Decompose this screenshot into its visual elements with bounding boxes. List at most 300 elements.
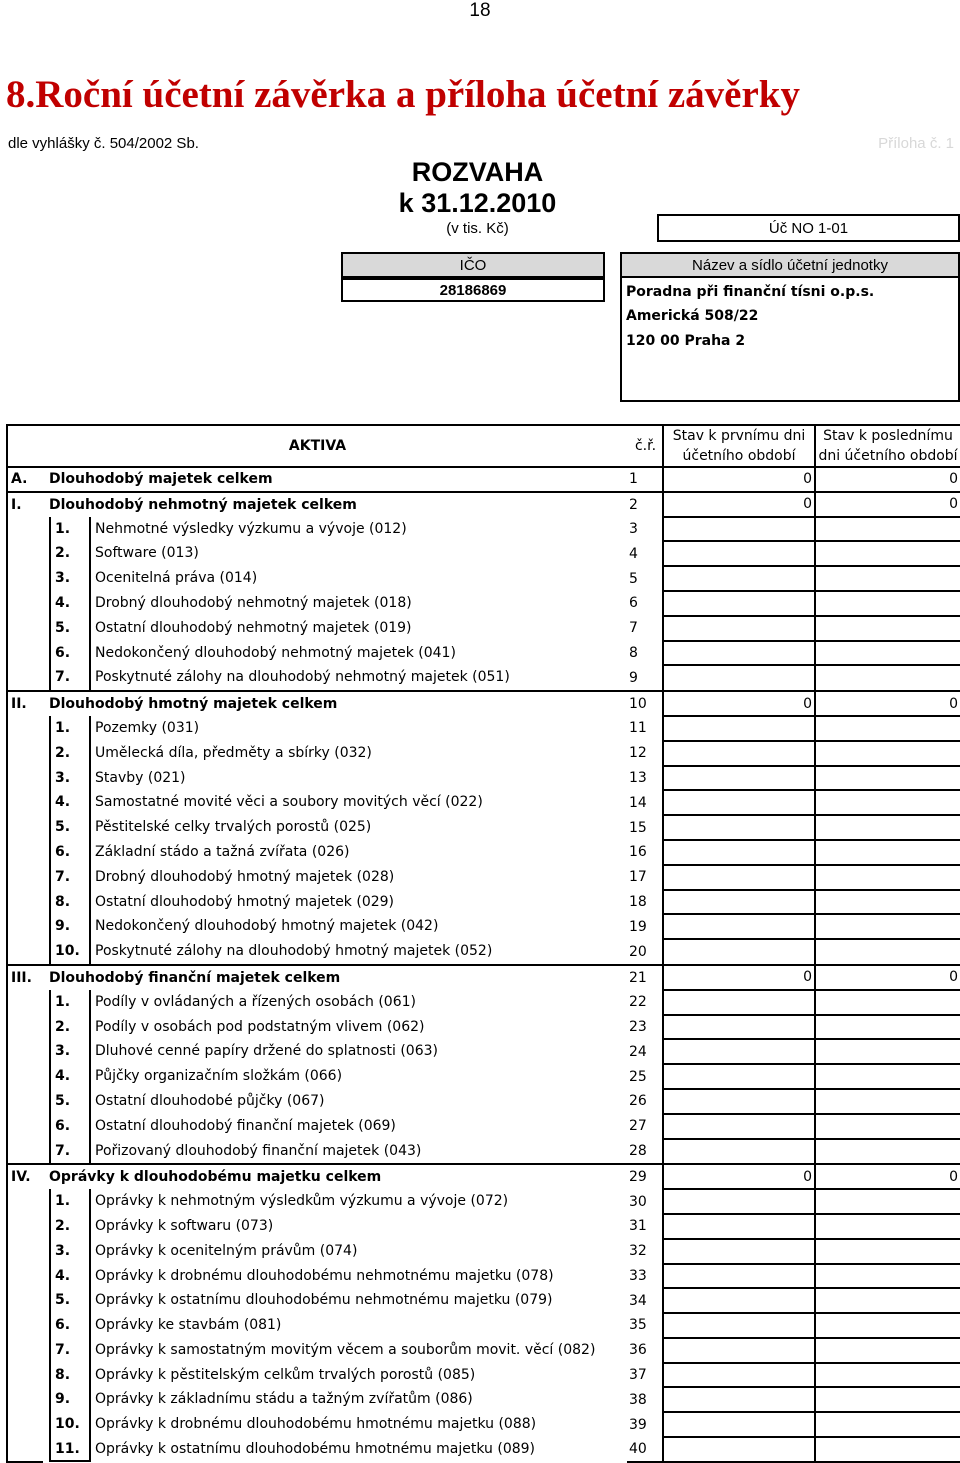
table-row xyxy=(7,1288,960,1313)
row-first-value xyxy=(663,1015,815,1040)
table-header-row xyxy=(7,425,960,467)
row-number: 22 xyxy=(629,994,647,1011)
row-label xyxy=(43,815,627,840)
row-last-value xyxy=(815,1189,960,1214)
row-mark xyxy=(7,990,43,1015)
ico-label: IČO xyxy=(341,252,605,278)
row-label-text: Software (013) xyxy=(95,545,199,562)
row-label-text: Základní stádo a tažná zvířata (026) xyxy=(95,843,350,860)
table-row xyxy=(7,1214,960,1239)
row-mark-text: 5. xyxy=(49,1288,91,1313)
row-last-value xyxy=(815,591,960,616)
row-label xyxy=(43,990,627,1015)
row-first-value xyxy=(663,1363,815,1388)
row-mark-text: 5. xyxy=(49,616,91,641)
row-first-value xyxy=(663,1288,815,1313)
row-last-value xyxy=(815,517,960,542)
entity-header: Název a sídlo účetní jednotky xyxy=(620,252,960,278)
row-mark-text: 5. xyxy=(49,1089,91,1114)
row-first-value xyxy=(663,939,815,965)
row-label-wrap xyxy=(49,1338,627,1363)
page-number: 18 xyxy=(469,0,491,21)
row-label-text: Nedokončený dlouhodobý hmotný majetek (042) xyxy=(95,918,439,935)
row-last-value xyxy=(815,1313,960,1338)
row-last-value xyxy=(815,641,960,666)
row-label xyxy=(43,616,627,641)
row-label-wrap xyxy=(49,1089,627,1114)
table-row xyxy=(7,691,960,716)
table-row xyxy=(7,1189,960,1214)
row-mark-text: 7. xyxy=(49,1338,91,1363)
row-label-text: Oprávky k pěstitelským celkům trvalých porostů (085) xyxy=(95,1366,476,1383)
table-row xyxy=(7,741,960,766)
row-label xyxy=(43,1114,627,1139)
row-last-value xyxy=(815,616,960,641)
row-label-wrap xyxy=(49,1288,627,1313)
row-mark xyxy=(7,1089,43,1114)
row-mark-text: 2. xyxy=(49,1015,91,1040)
row-label xyxy=(43,1313,627,1338)
row-last-value: 0 xyxy=(815,467,960,492)
row-number: 33 xyxy=(629,1267,647,1284)
row-label-text: Drobný dlouhodobý hmotný majetek (028) xyxy=(95,868,395,885)
row-number: 16 xyxy=(629,844,647,861)
row-mark-text: 10. xyxy=(49,939,91,964)
row-label-wrap xyxy=(49,1015,627,1040)
row-label-text: Oprávky ke stavbám (081) xyxy=(95,1317,282,1334)
row-label-wrap xyxy=(49,939,627,964)
row-first-value xyxy=(663,741,815,766)
row-first-value xyxy=(663,1114,815,1139)
row-mark-text: 10. xyxy=(49,1412,91,1437)
ico-value: 28186869 xyxy=(341,278,605,302)
table-row xyxy=(7,616,960,641)
row-label-text: Půjčky organizačním složkám (066) xyxy=(95,1068,343,1085)
table-row xyxy=(7,1114,960,1139)
row-number: 40 xyxy=(627,1437,663,1462)
row-label-wrap xyxy=(49,890,627,915)
row-number: 4 xyxy=(629,545,638,562)
row-label xyxy=(43,1139,627,1165)
row-first-value: 0 xyxy=(663,1164,815,1189)
row-first-value xyxy=(663,665,815,691)
row-first-value xyxy=(663,1064,815,1089)
row-label xyxy=(43,1437,627,1462)
row-label-wrap xyxy=(49,766,627,791)
row-number: 28 xyxy=(629,1142,647,1159)
row-label-wrap xyxy=(49,790,627,815)
table-row xyxy=(7,541,960,566)
row-last-value xyxy=(815,541,960,566)
row-first-value xyxy=(663,541,815,566)
row-label-text: Pořizovaný dlouhodobý finanční majetek (043) xyxy=(95,1142,422,1159)
row-mark xyxy=(7,1064,43,1089)
row-last-value xyxy=(815,815,960,840)
table-row xyxy=(7,914,960,939)
row-label-text: Oprávky k softwaru (073) xyxy=(95,1217,274,1234)
row-label-text: Oprávky k nehmotným výsledkům výzkumu a vývoje (072) xyxy=(95,1193,509,1210)
row-last-value xyxy=(815,914,960,939)
row-number: 38 xyxy=(629,1391,647,1408)
row-mark-text: 4. xyxy=(49,790,91,815)
row-number: 26 xyxy=(629,1093,647,1110)
row-label xyxy=(43,1064,627,1089)
row-label xyxy=(43,1039,627,1064)
table-row xyxy=(7,840,960,865)
row-label-wrap xyxy=(49,541,627,566)
row-last-value xyxy=(815,1064,960,1089)
row-label xyxy=(43,790,627,815)
table-row xyxy=(7,1089,960,1114)
row-number: 19 xyxy=(629,918,647,935)
row-number: 1 xyxy=(627,467,663,492)
row-number: 7 xyxy=(629,620,638,637)
row-mark-text: 3. xyxy=(49,766,91,791)
row-label-text: Ostatní dlouhodobé půjčky (067) xyxy=(95,1092,325,1109)
row-mark-text: 1. xyxy=(49,990,91,1015)
row-number: 39 xyxy=(629,1416,647,1433)
row-label-wrap xyxy=(49,914,627,939)
page-heading: 8.Roční účetní závěrka a příloha účetní závěrky xyxy=(6,73,800,116)
row-mark-text: 9. xyxy=(49,1387,91,1412)
row-mark xyxy=(7,840,43,865)
row-mark: II. xyxy=(7,691,43,716)
table-row xyxy=(7,1437,960,1462)
row-mark: A. xyxy=(7,467,43,492)
row-label-text: Oprávky k drobnému dlouhodobému hmotnému majetku (088) xyxy=(95,1416,537,1433)
table-row xyxy=(7,790,960,815)
row-first-value xyxy=(663,790,815,815)
row-number: 18 xyxy=(629,893,647,910)
row-last-value xyxy=(815,890,960,915)
row-label-wrap xyxy=(49,840,627,865)
statement-unit: (v tis. Kč) xyxy=(446,220,509,237)
row-mark-text: 6. xyxy=(49,1313,91,1338)
row-number: 29 xyxy=(627,1164,663,1189)
row-first-value: 0 xyxy=(663,965,815,990)
table-row xyxy=(7,1338,960,1363)
table-row xyxy=(7,1039,960,1064)
row-mark xyxy=(7,815,43,840)
row-number: 3 xyxy=(629,520,638,537)
row-label-wrap xyxy=(49,741,627,766)
row-label-text: Drobný dlouhodobý nehmotný majetek (018) xyxy=(95,594,412,611)
row-label-wrap xyxy=(49,1437,627,1462)
row-label xyxy=(43,517,627,542)
row-last-value xyxy=(815,1288,960,1313)
row-last-value xyxy=(815,840,960,865)
row-label xyxy=(43,741,627,766)
table-row xyxy=(7,890,960,915)
table-row xyxy=(7,1064,960,1089)
row-mark xyxy=(7,865,43,890)
row-label-text: Poskytnuté zálohy na dlouhodobý hmotný majetek (052) xyxy=(95,943,493,960)
row-number: 36 xyxy=(629,1342,647,1359)
row-last-value: 0 xyxy=(815,965,960,990)
table-row xyxy=(7,716,960,741)
row-last-value xyxy=(815,1412,960,1437)
row-label xyxy=(43,1288,627,1313)
col-last-day: Stav k poslednímu dni účetního období xyxy=(815,425,960,467)
row-first-value xyxy=(663,517,815,542)
row-label-wrap xyxy=(49,1039,627,1064)
row-label xyxy=(43,1338,627,1363)
row-label-wrap xyxy=(49,566,627,591)
row-mark xyxy=(7,1363,43,1388)
row-first-value xyxy=(663,1412,815,1437)
row-last-value: 0 xyxy=(815,691,960,716)
row-number: 11 xyxy=(629,720,647,737)
row-mark xyxy=(7,741,43,766)
row-mark-text: 7. xyxy=(49,665,91,690)
row-mark xyxy=(7,1264,43,1289)
row-first-value: 0 xyxy=(663,691,815,716)
table-row xyxy=(7,766,960,791)
row-last-value xyxy=(815,1387,960,1412)
table-row xyxy=(7,1139,960,1165)
row-label xyxy=(43,566,627,591)
row-mark-text: 2. xyxy=(49,741,91,766)
row-number: 9 xyxy=(629,669,638,686)
entity-box xyxy=(620,278,960,402)
row-label xyxy=(43,840,627,865)
row-mark-text: 3. xyxy=(49,1039,91,1064)
row-mark xyxy=(7,641,43,666)
row-number: 37 xyxy=(629,1367,647,1384)
row-number: 27 xyxy=(629,1118,647,1135)
row-mark xyxy=(7,616,43,641)
row-number: 23 xyxy=(629,1018,647,1035)
table-row xyxy=(7,641,960,666)
row-label-wrap xyxy=(49,1189,627,1214)
row-label: Dlouhodobý majetek celkem xyxy=(43,467,627,492)
row-mark xyxy=(7,541,43,566)
row-last-value xyxy=(815,1015,960,1040)
row-number: 30 xyxy=(629,1193,647,1210)
row-label xyxy=(43,1089,627,1114)
row-label xyxy=(43,1239,627,1264)
row-first-value xyxy=(663,1313,815,1338)
row-first-value xyxy=(663,1189,815,1214)
row-last-value xyxy=(815,865,960,890)
row-first-value xyxy=(663,1039,815,1064)
row-first-value xyxy=(663,616,815,641)
entity-city: 120 00 Praha 2 xyxy=(626,333,746,349)
row-mark-text: 4. xyxy=(49,1064,91,1089)
row-first-value xyxy=(663,990,815,1015)
statement-date: k 31.12.2010 xyxy=(398,188,557,218)
row-label-wrap xyxy=(49,591,627,616)
row-mark xyxy=(7,1139,43,1165)
regulation-reference: dle vyhlášky č. 504/2002 Sb. xyxy=(8,135,199,152)
row-mark xyxy=(7,665,43,691)
row-mark-text: 2. xyxy=(49,1214,91,1239)
table-row xyxy=(7,939,960,965)
row-label-text: Oprávky k ostatnímu dlouhodobému nehmotnému majetku (079) xyxy=(95,1292,553,1309)
row-mark xyxy=(7,790,43,815)
table-row xyxy=(7,492,960,517)
row-last-value xyxy=(815,766,960,791)
row-mark-text: 1. xyxy=(49,517,91,542)
row-label-wrap xyxy=(49,517,627,542)
row-number: 10 xyxy=(627,691,663,716)
row-label xyxy=(43,1214,627,1239)
row-mark xyxy=(7,1015,43,1040)
row-label-text: Oprávky k ostatnímu dlouhodobému hmotnému majetku (089) xyxy=(95,1441,536,1458)
row-number: 25 xyxy=(629,1068,647,1085)
row-first-value xyxy=(663,641,815,666)
row-last-value xyxy=(815,716,960,741)
row-label-wrap xyxy=(49,1064,627,1089)
row-mark xyxy=(7,517,43,542)
row-label-text: Dluhové cenné papíry držené do splatnosti (063) xyxy=(95,1043,438,1060)
row-mark xyxy=(7,1239,43,1264)
row-number: 14 xyxy=(629,794,647,811)
row-last-value xyxy=(815,1089,960,1114)
table-row xyxy=(7,591,960,616)
row-number: 35 xyxy=(629,1317,647,1334)
row-label xyxy=(43,1189,627,1214)
row-mark-text: 3. xyxy=(49,566,91,591)
table-row xyxy=(7,1015,960,1040)
row-mark-text: 9. xyxy=(49,914,91,939)
row-number: 34 xyxy=(629,1292,647,1309)
row-label-wrap xyxy=(49,641,627,666)
row-mark: I. xyxy=(7,492,43,517)
row-last-value xyxy=(815,990,960,1015)
row-number: 32 xyxy=(629,1243,647,1260)
row-number: 20 xyxy=(629,943,647,960)
row-mark xyxy=(7,1288,43,1313)
row-label-text: Umělecká díla, předměty a sbírky (032) xyxy=(95,744,372,761)
row-last-value xyxy=(815,1338,960,1363)
row-last-value xyxy=(815,566,960,591)
aktiva-table-body xyxy=(7,425,960,1462)
row-mark-text: 11. xyxy=(49,1437,91,1462)
row-label-text: Podíly v osobách pod podstatným vlivem (062) xyxy=(95,1018,425,1035)
row-label-wrap xyxy=(49,1214,627,1239)
row-mark-text: 6. xyxy=(49,1114,91,1139)
row-mark-text: 3. xyxy=(49,1239,91,1264)
row-last-value xyxy=(815,1139,960,1165)
row-label-wrap xyxy=(49,665,627,690)
row-last-value xyxy=(815,1239,960,1264)
row-mark-text: 1. xyxy=(49,1189,91,1214)
row-first-value xyxy=(663,591,815,616)
table-row xyxy=(7,815,960,840)
row-last-value: 0 xyxy=(815,492,960,517)
table-row xyxy=(7,665,960,691)
entity-street: Americká 508/22 xyxy=(626,308,759,324)
row-first-value xyxy=(663,566,815,591)
row-last-value xyxy=(815,790,960,815)
row-label-text: Ocenitelná práva (014) xyxy=(95,570,258,587)
row-mark-text: 4. xyxy=(49,591,91,616)
row-first-value xyxy=(663,1264,815,1289)
row-first-value xyxy=(663,865,815,890)
row-mark xyxy=(7,1387,43,1412)
row-first-value xyxy=(663,914,815,939)
row-number: 21 xyxy=(627,965,663,990)
row-mark xyxy=(7,1313,43,1338)
row-label-text: Stavby (021) xyxy=(95,769,186,786)
row-label xyxy=(43,914,627,939)
row-first-value xyxy=(663,1089,815,1114)
row-mark xyxy=(7,1437,43,1462)
row-last-value xyxy=(815,1039,960,1064)
row-label: Oprávky k dlouhodobému majetku celkem xyxy=(43,1164,627,1189)
row-label-text: Podíly v ovládaných a řízených osobách (061) xyxy=(95,993,416,1010)
table-row xyxy=(7,1239,960,1264)
row-label-wrap xyxy=(49,1387,627,1412)
row-mark-text: 6. xyxy=(49,840,91,865)
row-label xyxy=(43,939,627,965)
col-row-number: č.ř. xyxy=(627,425,663,467)
row-number: 17 xyxy=(629,869,647,886)
table-row xyxy=(7,1363,960,1388)
row-mark: III. xyxy=(7,965,43,990)
row-mark xyxy=(7,1189,43,1214)
row-label xyxy=(43,716,627,741)
row-label-text: Oprávky k drobnému dlouhodobému nehmotnému majetku (078) xyxy=(95,1267,554,1284)
row-label xyxy=(43,766,627,791)
row-label-text: Ostatní dlouhodobý nehmotný majetek (019) xyxy=(95,619,412,636)
row-last-value xyxy=(815,1114,960,1139)
row-label xyxy=(43,1264,627,1289)
row-mark-text: 7. xyxy=(49,865,91,890)
row-mark-text: 7. xyxy=(49,1139,91,1164)
row-label-text: Samostatné movité věci a soubory movitých věcí (022) xyxy=(95,794,483,811)
row-first-value xyxy=(663,716,815,741)
row-mark xyxy=(7,766,43,791)
row-mark xyxy=(7,914,43,939)
table-row xyxy=(7,865,960,890)
aktiva-table xyxy=(6,424,960,1463)
row-last-value xyxy=(815,1264,960,1289)
row-mark xyxy=(7,716,43,741)
row-label-text: Oprávky k základnímu stádu a tažným zvířatům (086) xyxy=(95,1391,473,1408)
row-label: Dlouhodobý hmotný majetek celkem xyxy=(43,691,627,716)
row-label-text: Oprávky k ocenitelným právům (074) xyxy=(95,1242,358,1259)
row-mark xyxy=(7,1412,43,1437)
col-first-day: Stav k prvnímu dni účetního období xyxy=(663,425,815,467)
row-label-text: Pěstitelské celky trvalých porostů (025) xyxy=(95,819,372,836)
row-mark xyxy=(7,566,43,591)
row-number: 12 xyxy=(629,745,647,762)
row-first-value xyxy=(663,840,815,865)
row-label-text: Ostatní dlouhodobý hmotný majetek (029) xyxy=(95,893,395,910)
row-label-wrap xyxy=(49,1412,627,1437)
row-label-wrap xyxy=(49,1239,627,1264)
row-label xyxy=(43,541,627,566)
table-row xyxy=(7,1164,960,1189)
table-row xyxy=(7,1313,960,1338)
row-number: 15 xyxy=(629,819,647,836)
row-mark-text: 1. xyxy=(49,716,91,741)
row-mark xyxy=(7,591,43,616)
row-last-value xyxy=(815,741,960,766)
row-label-text: Poskytnuté zálohy na dlouhodobý nehmotný majetek (051) xyxy=(95,669,510,686)
row-number: 31 xyxy=(629,1218,647,1235)
row-label-wrap xyxy=(49,990,627,1015)
row-label xyxy=(43,1363,627,1388)
row-first-value xyxy=(663,815,815,840)
form-code-box: Úč NO 1-01 xyxy=(657,214,960,242)
entity-name: Poradna při finanční tísni o.p.s. xyxy=(626,284,875,300)
table-row xyxy=(7,965,960,990)
table-row xyxy=(7,1387,960,1412)
row-label-wrap xyxy=(49,1363,627,1388)
